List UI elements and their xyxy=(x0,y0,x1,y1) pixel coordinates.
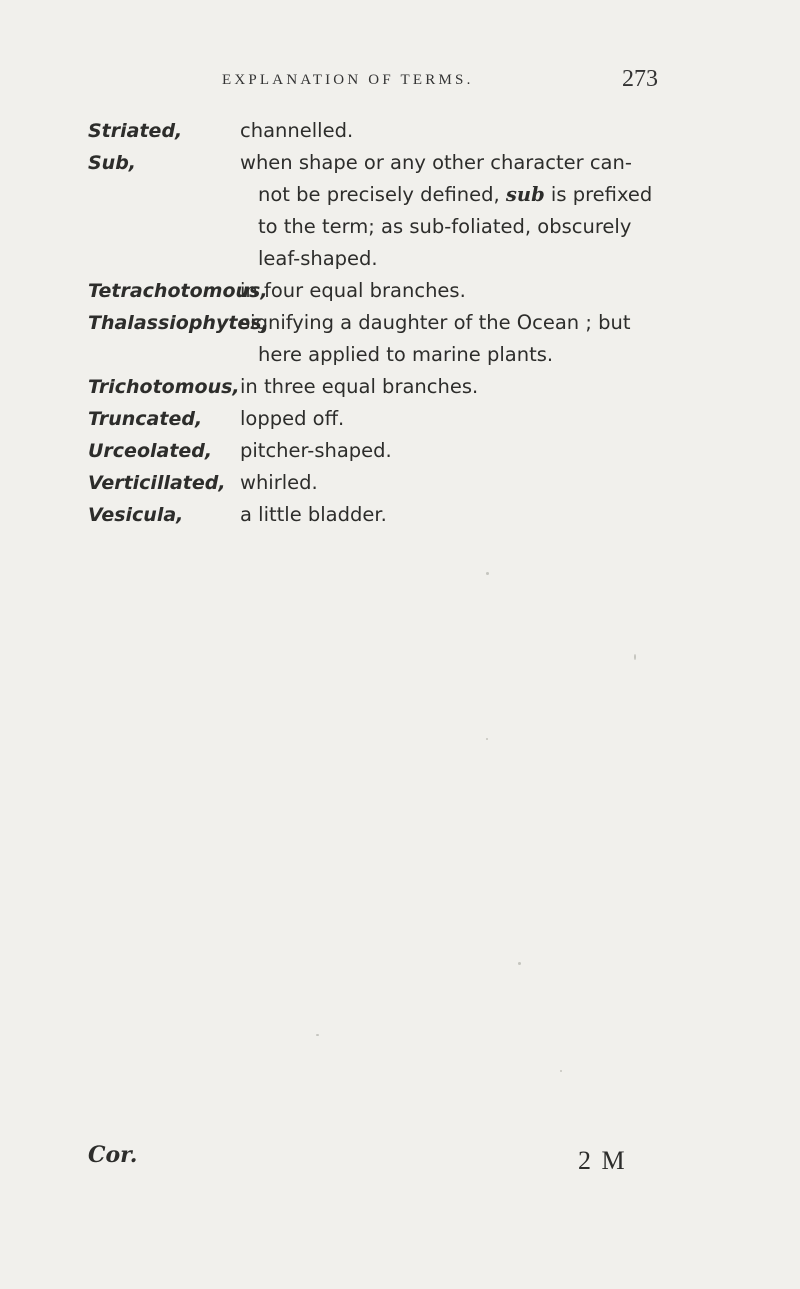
glossary-entry-tetrachotomous xyxy=(0,275,800,307)
glossary-term: Trichotomous, xyxy=(88,376,240,398)
page-number: 273 xyxy=(622,66,658,92)
glossary-definition xyxy=(240,435,692,467)
running-head xyxy=(0,68,800,108)
glossary-term: Vesicula, xyxy=(88,504,184,526)
definition-line xyxy=(240,179,692,211)
definition-line: channelled. xyxy=(240,119,354,142)
glossary-definition xyxy=(240,275,692,307)
glossary-term: Sub, xyxy=(88,152,137,174)
running-title: EXPLANATION OF TERMS. xyxy=(222,72,474,88)
glossary-entry-truncated xyxy=(0,403,800,435)
glossary-term: Striated, xyxy=(88,120,183,142)
paper-speck xyxy=(518,962,521,965)
definition-line: in four equal branches. xyxy=(240,279,466,302)
glossary-term: Urceolated, xyxy=(88,440,213,462)
glossary-entry-trichotomous xyxy=(0,371,800,403)
definition-line: when shape or any other character can- xyxy=(240,151,632,174)
glossary-term: Truncated, xyxy=(88,408,203,430)
glossary-definition xyxy=(240,499,692,531)
definition-text: is prefixed xyxy=(550,183,653,206)
definition-line: a little bladder. xyxy=(240,503,387,526)
glossary-entry-thalassiophytes xyxy=(0,307,800,371)
definition-line: whirled. xyxy=(240,471,318,494)
italic-term-sub: sub xyxy=(505,183,545,206)
glossary-definition xyxy=(240,147,692,275)
definition-line: leaf-shaped. xyxy=(258,247,378,270)
paper-speck xyxy=(316,1034,319,1036)
definition-line: signifying a daughter of the Ocean ; but xyxy=(240,311,631,334)
glossary-entry-striated xyxy=(0,115,800,147)
paper-speck xyxy=(486,738,488,740)
glossary-entry-vesicula xyxy=(0,499,800,531)
paper-speck xyxy=(560,1070,562,1072)
glossary-term: Tetrachotomous, xyxy=(88,280,268,302)
definition-line: here applied to marine plants. xyxy=(258,343,554,366)
glossary-entry-sub xyxy=(0,147,800,275)
glossary-term: Thalassiophytes, xyxy=(88,312,269,334)
glossary-term: Verticillated, xyxy=(88,472,226,494)
definition-line: pitcher-shaped. xyxy=(240,439,392,462)
signature-mark: 2 M xyxy=(578,1146,627,1175)
catchword: Cor. xyxy=(88,1142,138,1168)
definition-text: not be precisely defined, xyxy=(258,183,500,206)
glossary-definition xyxy=(240,307,692,371)
glossary-definition xyxy=(240,403,692,435)
paper-speck xyxy=(634,654,636,660)
definition-line: in three equal branches. xyxy=(240,375,479,398)
definition-line: lopped off. xyxy=(240,407,345,430)
glossary-list xyxy=(0,115,800,531)
glossary-entry-urceolated xyxy=(0,435,800,467)
paper-speck xyxy=(486,572,489,575)
glossary-entry-verticillated xyxy=(0,467,800,499)
definition-line: to the term; as sub-foliated, obscurely xyxy=(258,215,632,238)
glossary-definition xyxy=(240,371,692,403)
glossary-definition xyxy=(240,115,692,147)
glossary-definition xyxy=(240,467,692,499)
